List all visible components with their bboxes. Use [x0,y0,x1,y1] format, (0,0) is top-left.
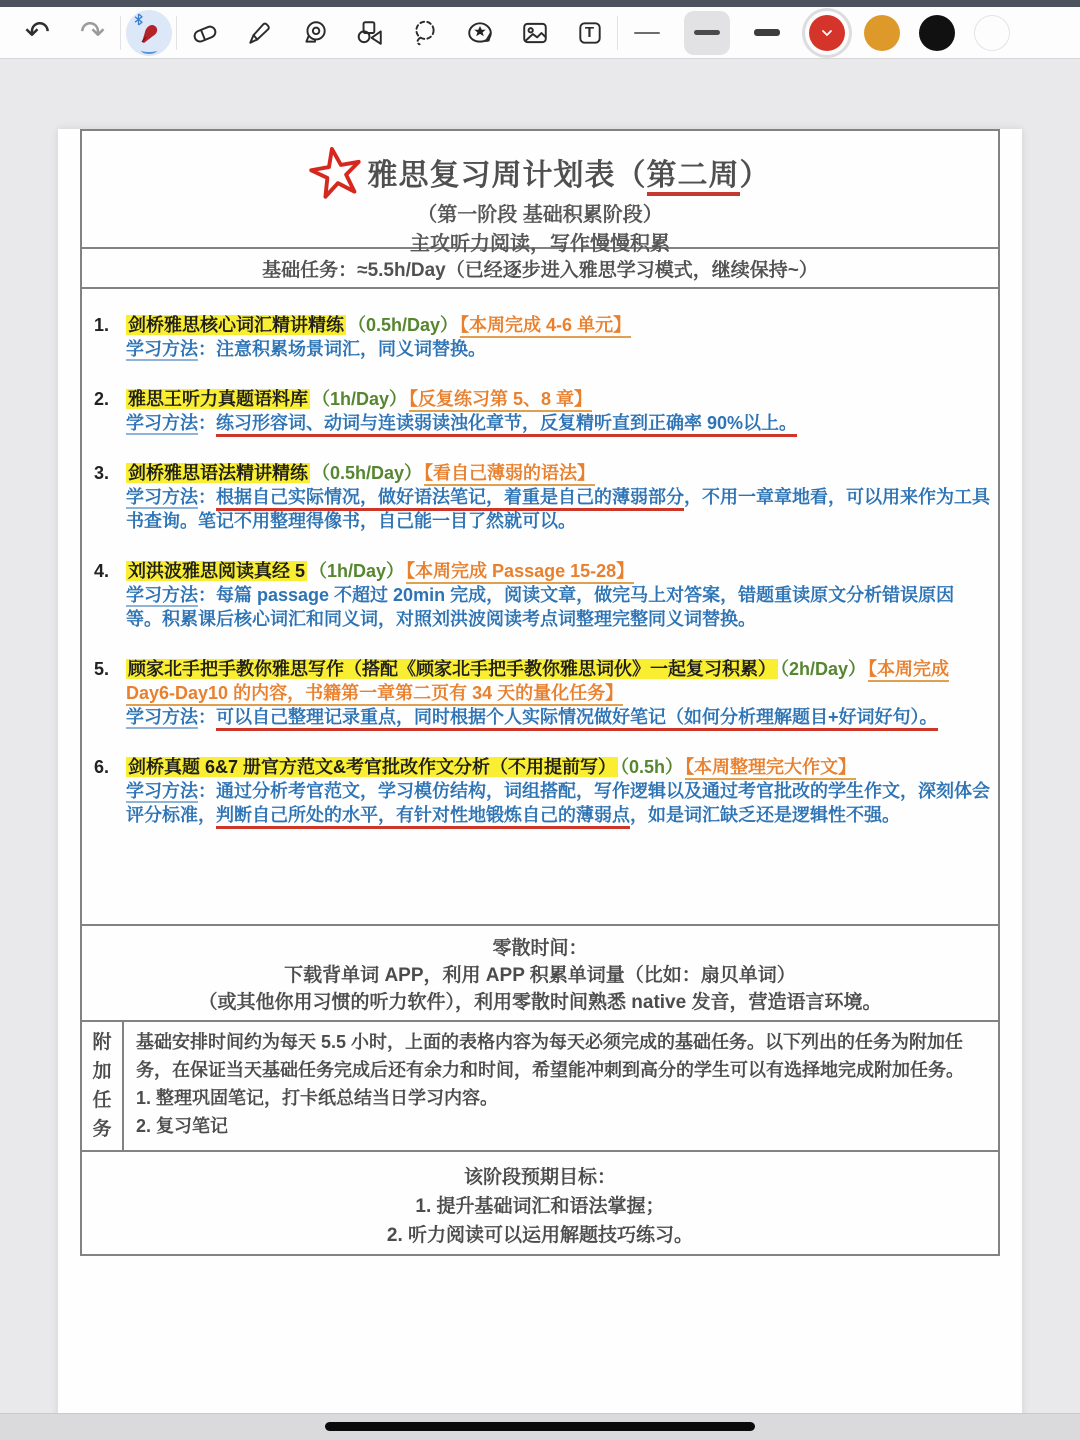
toolbar [0,7,1080,59]
additional-tasks-vertical-label: 附 加 任 务 [82,1022,124,1150]
method-text-red-underlined: 根据自己实际情况，做好语法笔记，着重是自己的薄弱部分 [216,487,684,511]
pen-nib-indicator [141,47,157,54]
method-text: 通过分析考官范文，学习模仿结构，词组搭配，写作逻辑以及通过考官批改的学生作文，深刻体会评分标准， [126,781,990,825]
tape-icon [301,19,329,47]
item-number: 1. [94,315,110,335]
highlighter-icon [246,19,274,47]
method-label: 学习方法 [126,339,198,359]
text-tool-button[interactable] [562,10,617,56]
method-text: ，不用一章章地看，可以用来作为工具书查询。笔记不用整理得像书，自己能一目了然就可以。 [126,487,990,531]
text-tool-glyph: T [584,23,595,41]
task-item-1 [90,313,990,361]
item-number: 6. [94,757,110,777]
stage-goal-1: 1. 提升基础词汇和语法掌握； [415,1196,665,1217]
additional-tasks-paragraph: 基础安排时间约为每天 5.5 小时，上面的表格内容为每天必须完成的基础任务。以下列出的任务为附加任务，在保证当天基础任务完成后还有余力和时间，希望能冲刺到高分的学生可以有选择地完成附加任务。 [136,1032,964,1080]
title-week-underlined: 第二周 [647,159,740,196]
item-body: 顾家北手把手教你雅思写作（搭配《顾家北手把手教你雅思词伙》一起复习积累） （2h/Day） 【本周完成 Day6-Day10 的内容，书籍第一章第二页有 34 天的量化任务】 学习方法：可以自己整理记录重点，同时根据个人实际情况做好笔记（如何分析理解题目+好词好句）。 [126,657,990,729]
highlighter-tool-button[interactable] [232,10,287,56]
stage-goals-section [82,1150,998,1254]
weekly-goal: 【看自己薄弱的语法】 [424,463,595,486]
color-red-swatch[interactable] [809,15,845,51]
book-name-highlight: 剑桥雅思核心词汇精讲精练 [128,315,344,335]
sticker-tool-button[interactable] [452,10,507,56]
thin-line-icon [634,32,660,34]
daily-time: （1h/Day） [312,389,408,409]
color-orange-swatch[interactable] [864,15,900,51]
weekly-goal: 【本周完成 Passage 15-28】 [406,561,634,584]
additional-tasks-section [82,1020,998,1150]
item-body: 刘洪波雅思阅读真经 5 （1h/Day） 【本周完成 Passage 15-28】 学习方法：每篇 passage 不超过 20min 完成，阅读文章，做完马上对答案，错题重读原文分析错误原因等。积累课后核心词汇和同义词，对照刘洪波阅读考点词整理完整同义词替换。 [126,561,955,629]
thick-line-icon [754,29,780,36]
task-item-4 [90,559,990,631]
weekly-goal: 【本周完成 4-6 单元】 [460,315,631,338]
book-name-highlight: 剑桥真题 6&7 册官方范文&考官批改作文分析（不用提前写） [128,757,617,777]
eraser-icon [191,19,219,47]
subtitle-stage: （第一阶段 基础积累阶段） [417,204,663,226]
book-name-highlight: 雅思王听力真题语料库 [128,389,308,409]
task-item-5 [90,657,990,729]
scattered-time-line: 下载背单词 APP，利用 APP 积累单词量（比如：扇贝单词） [284,965,796,986]
stroke-thick-button[interactable] [744,11,790,55]
note-page[interactable] [58,129,1022,1440]
method-text-red-underlined: 可以自己整理记录重点，同时根据个人实际情况做好笔记（如何分析理解题目+好词好句）。 [216,707,938,731]
additional-tasks-content [124,1022,998,1150]
lasso-icon [411,19,439,47]
item-body: 雅思王听力真题语料库 （1h/Day） 【反复练习第 5、8 章】 学习方法：练习形容词、动词与连读弱读浊化章节，反复精听直到正确率 90%以上。 [126,387,990,435]
weekly-goal: 【反复练习第 5、8 章】 [409,389,592,412]
book-name-highlight: 剑桥雅思语法精讲精练 [128,463,308,483]
method-label: 学习方法 [126,707,198,727]
tape-tool-button[interactable] [287,10,342,56]
page-title: 雅思复习周计划表（第二周） [368,150,771,194]
method-text: ，如是词汇缺乏还是逻辑性不强。 [630,805,900,825]
weekly-goal: 【本周完成 Day6-Day10 的内容，书籍第一章第二页有 34 天的量化任务】 [126,659,949,706]
undo-button[interactable] [10,10,65,56]
method-text-red-underlined: 判断自己所处的水平，有针对性地锻炼自己的薄弱点 [216,805,630,829]
stage-goal-2: 2. 听力阅读可以运用解题技巧练习。 [386,1225,694,1246]
color-white-swatch[interactable] [974,15,1010,51]
method-text-red-underlined: 练习形容词、动词与连读弱读浊化章节，反复精听直到正确率 90%以上。 [216,413,797,437]
method-label: 学习方法 [126,413,198,433]
stroke-medium-button[interactable] [684,11,730,55]
lasso-tool-button[interactable] [397,10,452,56]
pen-tool-button[interactable] [121,10,176,56]
daily-time: （0.5h/Day） [312,463,423,483]
image-tool-button[interactable] [507,10,562,56]
hand-drawn-star-icon [305,139,366,205]
shapes-tool-button[interactable] [342,10,397,56]
stroke-thin-button[interactable] [624,11,670,55]
shapes-icon [356,19,384,47]
canvas-area [0,60,1080,1413]
pen-selected-background [126,10,172,56]
method-label: 学习方法 [126,487,198,507]
eraser-tool-button[interactable] [177,10,232,56]
method-text: 每篇 passage 不超过 20min 完成，阅读文章，做完马上对答案，错题重读原文分析错误原因等。积累课后核心词汇和同义词，对照刘洪波阅读考点词整理完整同义词替换。 [126,585,955,629]
additional-task-2: 2. 复习笔记 [136,1116,229,1136]
daily-time: （0.5h） [620,757,684,777]
base-task-bar: 基础任务：≈5.5h/Day（已经逐步进入雅思学习模式，继续保持~） [82,247,998,287]
redo-icon: ↷ [79,15,106,49]
undo-icon: ↶ [24,15,51,49]
task-item-2 [90,387,990,435]
task-item-6 [90,755,990,827]
item-number: 2. [94,389,110,409]
item-body: 剑桥真题 6&7 册官方范文&考官批改作文分析（不用提前写） （0.5h） 【本周整理完大作文】 学习方法：通过分析考官范文，学习模仿结构，词组搭配，写作逻辑以及通过考官批改的学生作文，深刻体会评分标准，判断自己所处的水平，有针对性地锻炼自己的薄弱点，如是词汇缺乏还是逻辑性不强。 [126,755,990,827]
toolbar-separator [617,16,618,50]
daily-time: （0.5h/Day） [348,315,459,335]
weekly-goal: 【本周整理完大作文】 [685,757,856,780]
study-plan-table [80,129,1000,1256]
daily-time: （2h/Day） [780,659,867,679]
status-bar [0,0,1080,7]
stage-goals-title: 该阶段预期目标： [463,1167,616,1188]
bluetooth-icon [134,13,143,26]
home-indicator[interactable] [325,1422,755,1431]
sticker-icon [466,19,494,47]
scattered-time-section [82,924,998,1020]
scattered-time-line: （或其他你用习惯的听力软件），利用零散时间熟悉 native 发音，营造语言环境。 [198,992,882,1013]
book-name-highlight: 刘洪波雅思阅读真经 5 [128,561,306,581]
task-list [82,287,998,924]
additional-task-1: 1. 整理巩固笔记，打卡纸总结当日学习内容。 [136,1088,499,1108]
method-label: 学习方法 [126,585,198,605]
chevron-down-icon [821,29,833,37]
medium-line-icon [694,30,720,35]
title-line [82,143,998,201]
task-item-3 [90,461,990,533]
daily-time: （1h/Day） [309,561,405,581]
bottom-bar [0,1413,1080,1440]
item-body: 剑桥雅思核心词汇精讲精练 （0.5h/Day） 【本周完成 4-6 单元】 学习方法：注意积累场景词汇，同义词替换。 [126,315,632,359]
item-body: 剑桥雅思语法精讲精练 （0.5h/Day） 【看自己薄弱的语法】 学习方法：根据自己实际情况，做好语法笔记，着重是自己的薄弱部分，不用一章章地看，可以用来作为工具书查询。笔记不用整理得像书，自己能一目了然就可以。 [126,463,990,531]
table-header [82,131,998,255]
item-number: 4. [94,561,110,581]
item-number: 3. [94,463,110,483]
method-label: 学习方法 [126,781,198,801]
subtitle-focus: 主攻听力阅读，写作慢慢积累 [410,233,670,255]
color-black-swatch[interactable] [919,15,955,51]
scattered-time-title: 零散时间： [492,938,588,959]
method-text: 注意积累场景词汇，同义词替换。 [216,339,486,359]
book-name-highlight: 顾家北手把手教你雅思写作（搭配《顾家北手把手教你雅思词伙》一起复习积累） [128,659,776,679]
image-icon [521,19,549,47]
redo-button[interactable] [65,10,120,56]
item-number: 5. [94,659,110,679]
